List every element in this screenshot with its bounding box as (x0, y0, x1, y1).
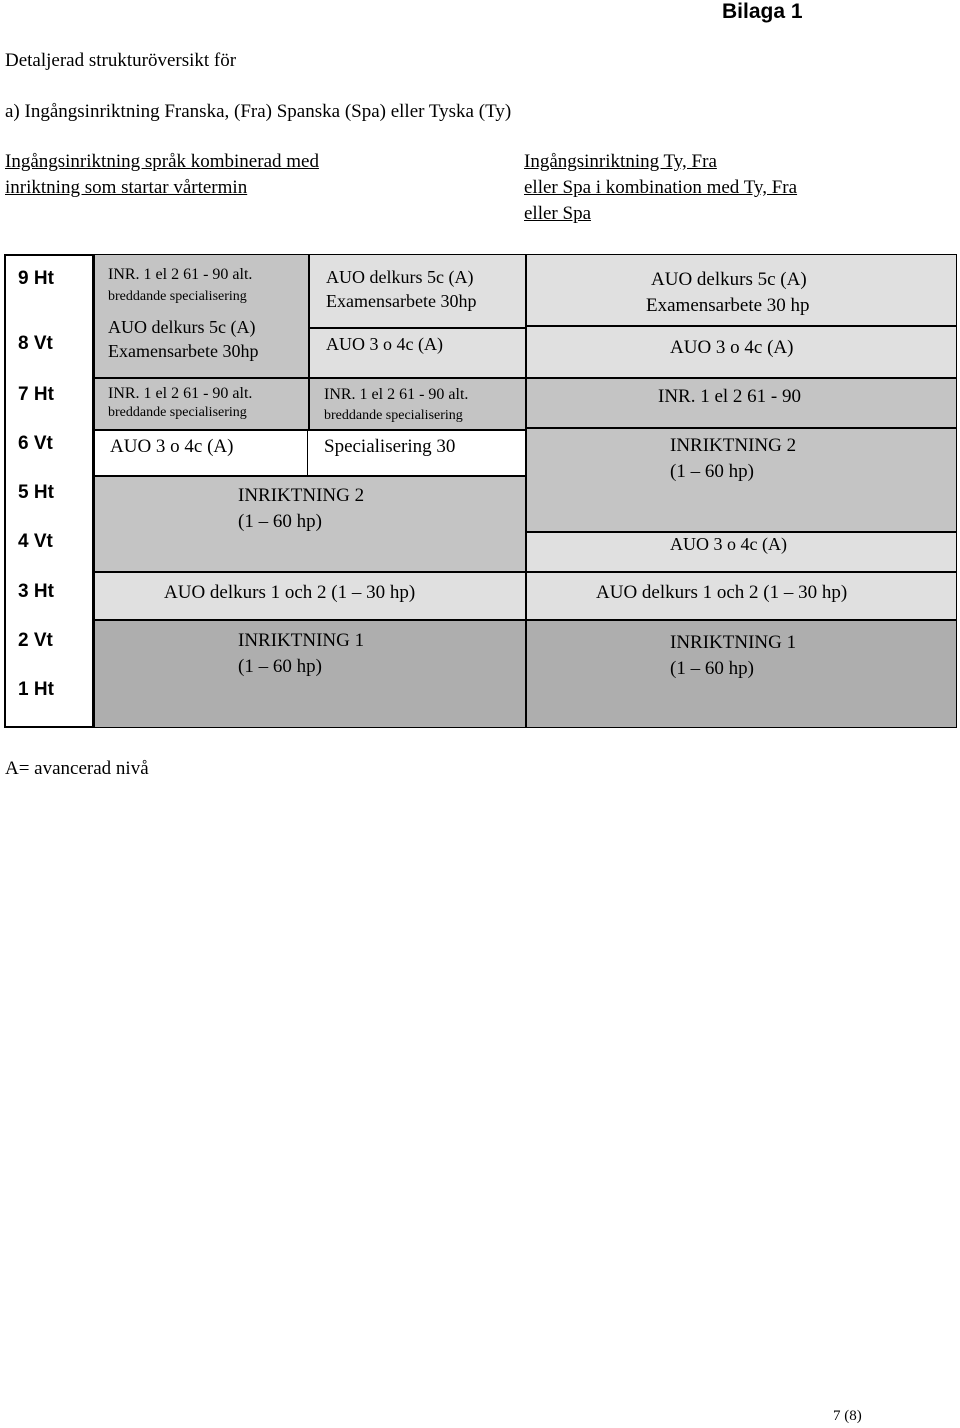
cell-text: AUO delkurs 1 och 2 (1 – 30 hp) (596, 582, 848, 603)
cell-8-col2 (309, 328, 526, 378)
cell-text: (1 – 60 hp) (670, 658, 754, 679)
cell-9-8-col1 (94, 254, 309, 378)
left-column-heading-line1: Ingångsinriktning språk kombinerad med (5, 151, 319, 172)
right-column-heading-line1: Ingångsinriktning Ty, Fra (524, 151, 717, 172)
cell-text: Examensarbete 30 hp (646, 295, 810, 316)
cell-6-spec (307, 430, 526, 476)
cell-4-right (526, 532, 957, 572)
page-title: Detaljerad strukturöversikt för (5, 50, 237, 71)
semester-5: 5 Ht (18, 482, 54, 503)
cell-6-5-right (526, 428, 957, 532)
cell-text: INR. 1 el 2 61 - 90 alt. (108, 385, 253, 402)
page-subtitle: a) Ingångsinriktning Franska, (Fra) Spanska (Spa) eller Tyska (Ty) (5, 101, 512, 122)
cell-text: (1 – 60 hp) (238, 511, 322, 532)
cell-text: AUO delkurs 5c (A) (326, 267, 474, 287)
cell-text: AUO 3 o 4c (A) (110, 436, 234, 457)
cell-6-divider (94, 430, 309, 476)
footnote: A= avancerad nivå (5, 758, 149, 779)
cell-text: breddande specialisering (324, 408, 463, 423)
cell-text: INRIKTNING 2 (670, 435, 797, 456)
cell-8-right (526, 326, 957, 378)
appendix-label: Bilaga 1 (722, 0, 803, 23)
page-number: 7 (8) (833, 1408, 862, 1424)
cell-2-1-left (94, 620, 526, 728)
cell-3-right (526, 572, 957, 620)
cell-text: AUO 3 o 4c (A) (670, 534, 787, 554)
cell-9-right (526, 254, 957, 326)
cell-7-right (526, 378, 957, 428)
cell-text: breddande specialisering (108, 289, 247, 304)
cell-text: INR. 1 el 2 61 - 90 alt. (324, 386, 469, 403)
cell-text: Examensarbete 30hp (108, 341, 259, 361)
cell-3-left (94, 572, 526, 620)
cell-9-col2 (309, 254, 526, 328)
semester-6: 6 Vt (18, 433, 53, 454)
cell-2-1-right (526, 620, 957, 728)
semester-1: 1 Ht (18, 679, 54, 700)
cell-text: breddande specialisering (108, 405, 247, 420)
semester-2: 2 Vt (18, 630, 53, 651)
cell-text: AUO delkurs 5c (A) (651, 269, 807, 290)
cell-5-4-left (94, 476, 526, 572)
cell-text: AUO 3 o 4c (A) (326, 334, 443, 354)
cell-text: (1 – 60 hp) (670, 461, 754, 482)
right-column-heading-line3: eller Spa (524, 203, 592, 224)
cell-text: AUO delkurs 1 och 2 (1 – 30 hp) (164, 582, 416, 603)
cell-text: INR. 1 el 2 61 - 90 alt. (108, 266, 253, 283)
cell-text: Specialisering 30 (324, 436, 456, 457)
cell-text: AUO delkurs 5c (A) (108, 317, 256, 337)
cell-text: AUO 3 o 4c (A) (670, 337, 794, 358)
cell-text: (1 – 60 hp) (238, 656, 322, 677)
left-column-heading-line2: inriktning som startar vårtermin (5, 177, 248, 198)
semester-3: 3 Ht (18, 581, 54, 602)
cell-7-col1 (94, 378, 309, 430)
semester-9: 9 Ht (18, 268, 54, 289)
cell-text: INR. 1 el 2 61 - 90 (658, 386, 802, 407)
semester-4: 4 Vt (18, 531, 53, 552)
semester-8: 8 Vt (18, 333, 53, 354)
right-column-heading-line2: eller Spa i kombination med Ty, Fra (524, 177, 798, 198)
cell-text: INRIKTNING 2 (238, 485, 365, 506)
cell-7-col2 (309, 378, 526, 430)
cell-text: Examensarbete 30hp (326, 291, 477, 311)
cell-text: INRIKTNING 1 (670, 632, 797, 653)
cell-text: INRIKTNING 1 (238, 630, 365, 651)
semester-7: 7 Ht (18, 384, 54, 405)
